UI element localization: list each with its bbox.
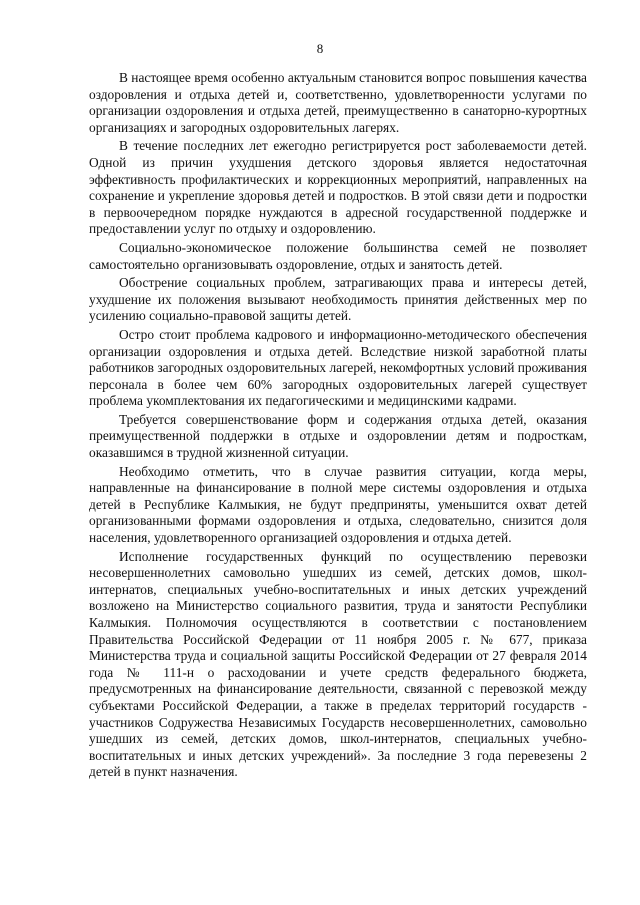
paragraph: Исполнение государственных функций по осуществлению перевозки несовершеннолетних самовольно ушедших из семей, детских домов, школ-интернатов, специальных учебно-воспитательных и иных детских учреждений возложено на Министерство социального развития, труда и занятости Республики Калмыкия. Полномочия осуществляются в соответствии с постановлением Правительства Российской Федерации от 11 ноября 2005 г. № 677, приказа Министерства труда и социальной защиты Российской Федерации от 27 февраля 2014 года № 111-н о расходовании и учете средств федерального бюджета, предусмотренных на финансирование деятельности, связанной с перевозкой между субъектами Российской Федерации, а также в пределах территорий государств - участников Содружества Независимых Государств несовершеннолетних, самовольно ушедших из семей, детских домов, школ-интернатов, специальных учебно-воспитательных и иных детских учреждений». За последние 3 года перевезены 2 детей в пункт назначения. <box>89 548 587 780</box>
body-text <box>89 70 587 783</box>
paragraph: В настоящее время особенно актуальным становится вопрос повышения качества оздоровления и отдыха детей и, соответственно, удовлетворенности услугами по организации оздоровления и отдыха детей, преимущественно в санаторно-курортных организациях и загородных оздоровительных лагерях. <box>89 70 587 135</box>
paragraph: Остро стоит проблема кадрового и информационно-методического обеспечения организации оздоровления и отдыха детей. Вследствие низкой заработной платы работников загородных оздоровительных лагерей, некомфортных условий проживания персонала в более чем 60% загородных оздоровительных лагерей существует проблема укомплектования их педагогическими и медицинскими кадрами. <box>89 326 587 409</box>
paragraph: Требуется совершенствование форм и содержания отдыха детей, оказания преимущественной поддержки в отдыхе и оздоровлении детям и подросткам, оказавшимся в трудной жизненной ситуации. <box>89 411 587 461</box>
paragraph: Необходимо отметить, что в случае развития ситуации, когда меры, направленные на финансирование в полной мере системы оздоровления и отдыха детей в Республике Калмыкия, не будут предприняты, уменьшится охват детей организованными формами оздоровления и отдыха, следовательно, снизится доля населения, удовлетворенного организацией оздоровления и отдыха детей. <box>89 463 587 546</box>
paragraph: Обострение социальных проблем, затрагивающих права и интересы детей, ухудшение их положения вызывают необходимость принятия действенных мер по усилению социально-правовой защиты детей. <box>89 275 587 324</box>
paragraph: Социально-экономическое положение большинства семей не позволяет самостоятельно организовывать оздоровление, отдых и занятость детей. <box>89 239 587 272</box>
page-number: 8 <box>316 41 324 56</box>
paragraph: В течение последних лет ежегодно регистрируется рост заболеваемости детей. Одной из причин ухудшения детского здоровья является недостаточная эффективность профилактических и коррекционных мероприятий, направленных на сохранение и укрепление здоровья детей и подростков. В этой связи дети и подростки в первоочередном порядке нуждаются в адресной государственной поддержке и предоставлении услуг по отдыху и оздоровлению. <box>89 138 587 237</box>
